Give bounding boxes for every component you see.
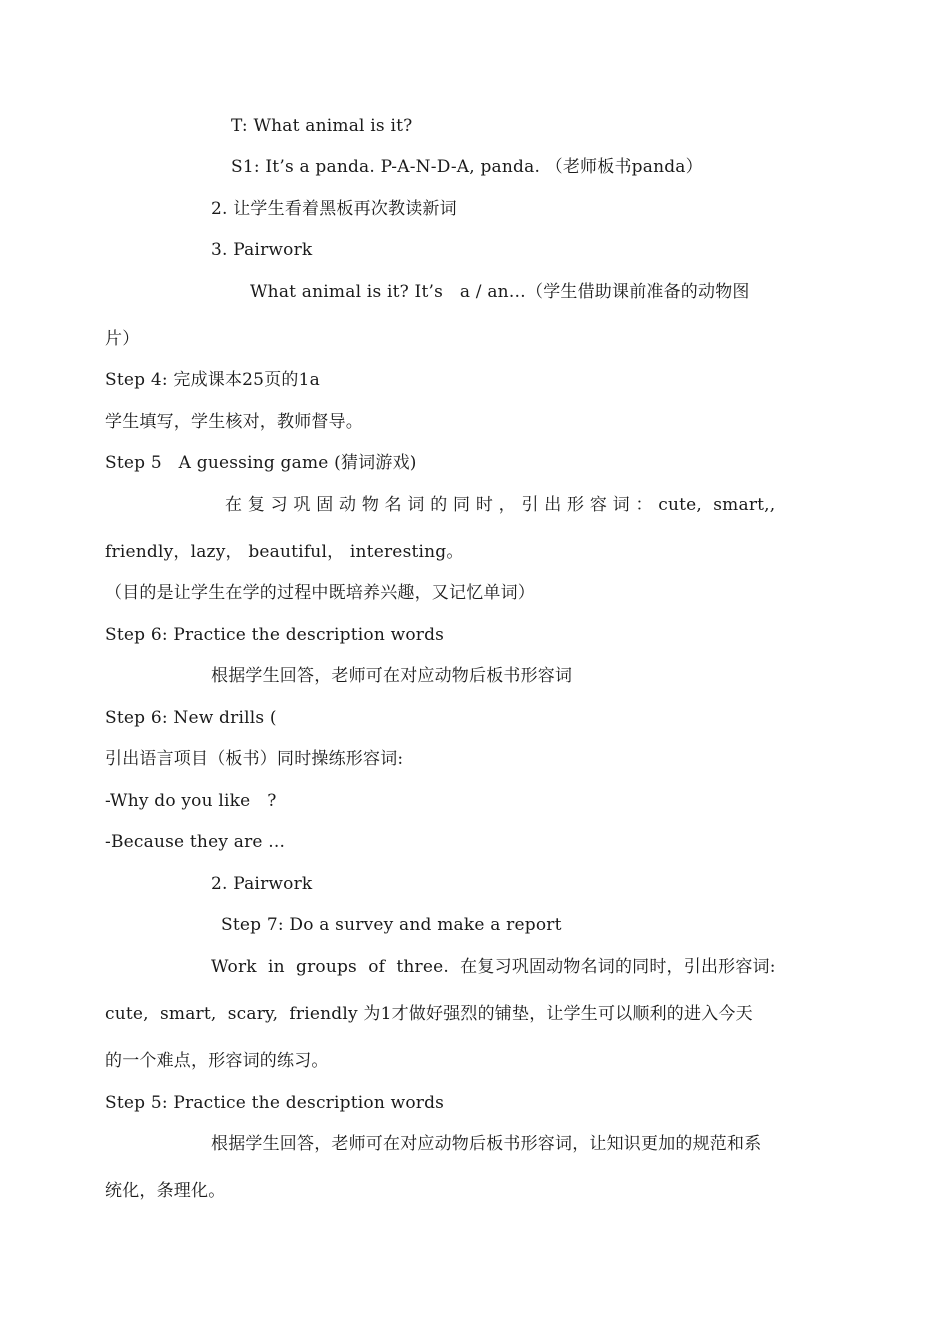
paragraph-line: 根据学生回答，老师可在对应动物后板书形容词，让知识更加的规范和系 (211, 1134, 762, 1154)
paragraph-line: 在 复 习 巩 固 动 物 名 词 的 同 时 ， 引 出 形 容 词 ： cute, smart,, (225, 495, 776, 515)
step-heading: Step 6: Practice the description words (105, 625, 445, 645)
dialog-line-student: S1: It’s a panda. P-A-N-D-A, panda. （老师板书panda） (231, 157, 703, 177)
paragraph-line: Work in groups of three. 在复习巩固动物名词的同时，引出形容词: (211, 957, 776, 977)
list-item: 2. Pairwork (211, 874, 313, 894)
paragraph-line: cute, smart, scary, friendly 为1才做好强烈的铺垫，让学生可以顺利的进入今天 (105, 1004, 753, 1024)
paragraph-line: （目的是让学生在学的过程中既培养兴趣，又记忆单词） (105, 583, 535, 603)
step-heading: Step 7: Do a survey and make a report (221, 915, 562, 935)
paragraph-line: 引出语言项目（板书）同时操练形容词: (105, 749, 404, 769)
paragraph-line: 片） (105, 329, 140, 349)
paragraph-line: 统化，条理化。 (105, 1181, 226, 1201)
dialog-line-teacher: T: What animal is it? (231, 116, 413, 136)
paragraph-line: 学生填写，学生核对，教师督导。 (105, 412, 363, 432)
paragraph-line: 根据学生回答，老师可在对应动物后板书形容词 (211, 666, 573, 686)
drill-line: -Because they are ... (105, 832, 286, 852)
step-heading: Step 5: Practice the description words (105, 1093, 445, 1113)
step-heading: Step 6: New drills ( (105, 708, 277, 728)
list-item: 2. 让学生看着黑板再次教读新词 (211, 199, 457, 219)
paragraph-line: 的一个难点，形容词的练习。 (105, 1051, 329, 1071)
step-heading: Step 4: 完成课本25页的1a (105, 370, 320, 390)
paragraph-line: What animal is it? It’s a / an…（学生借助课前准备的动物图 (250, 282, 750, 302)
paragraph-line: friendly，lazy， beautiful， interesting。 (105, 542, 464, 562)
step-heading: Step 5 A guessing game (猜词游戏) (105, 453, 417, 473)
drill-line: -Why do you like ? (105, 791, 277, 811)
list-item: 3. Pairwork (211, 240, 313, 260)
